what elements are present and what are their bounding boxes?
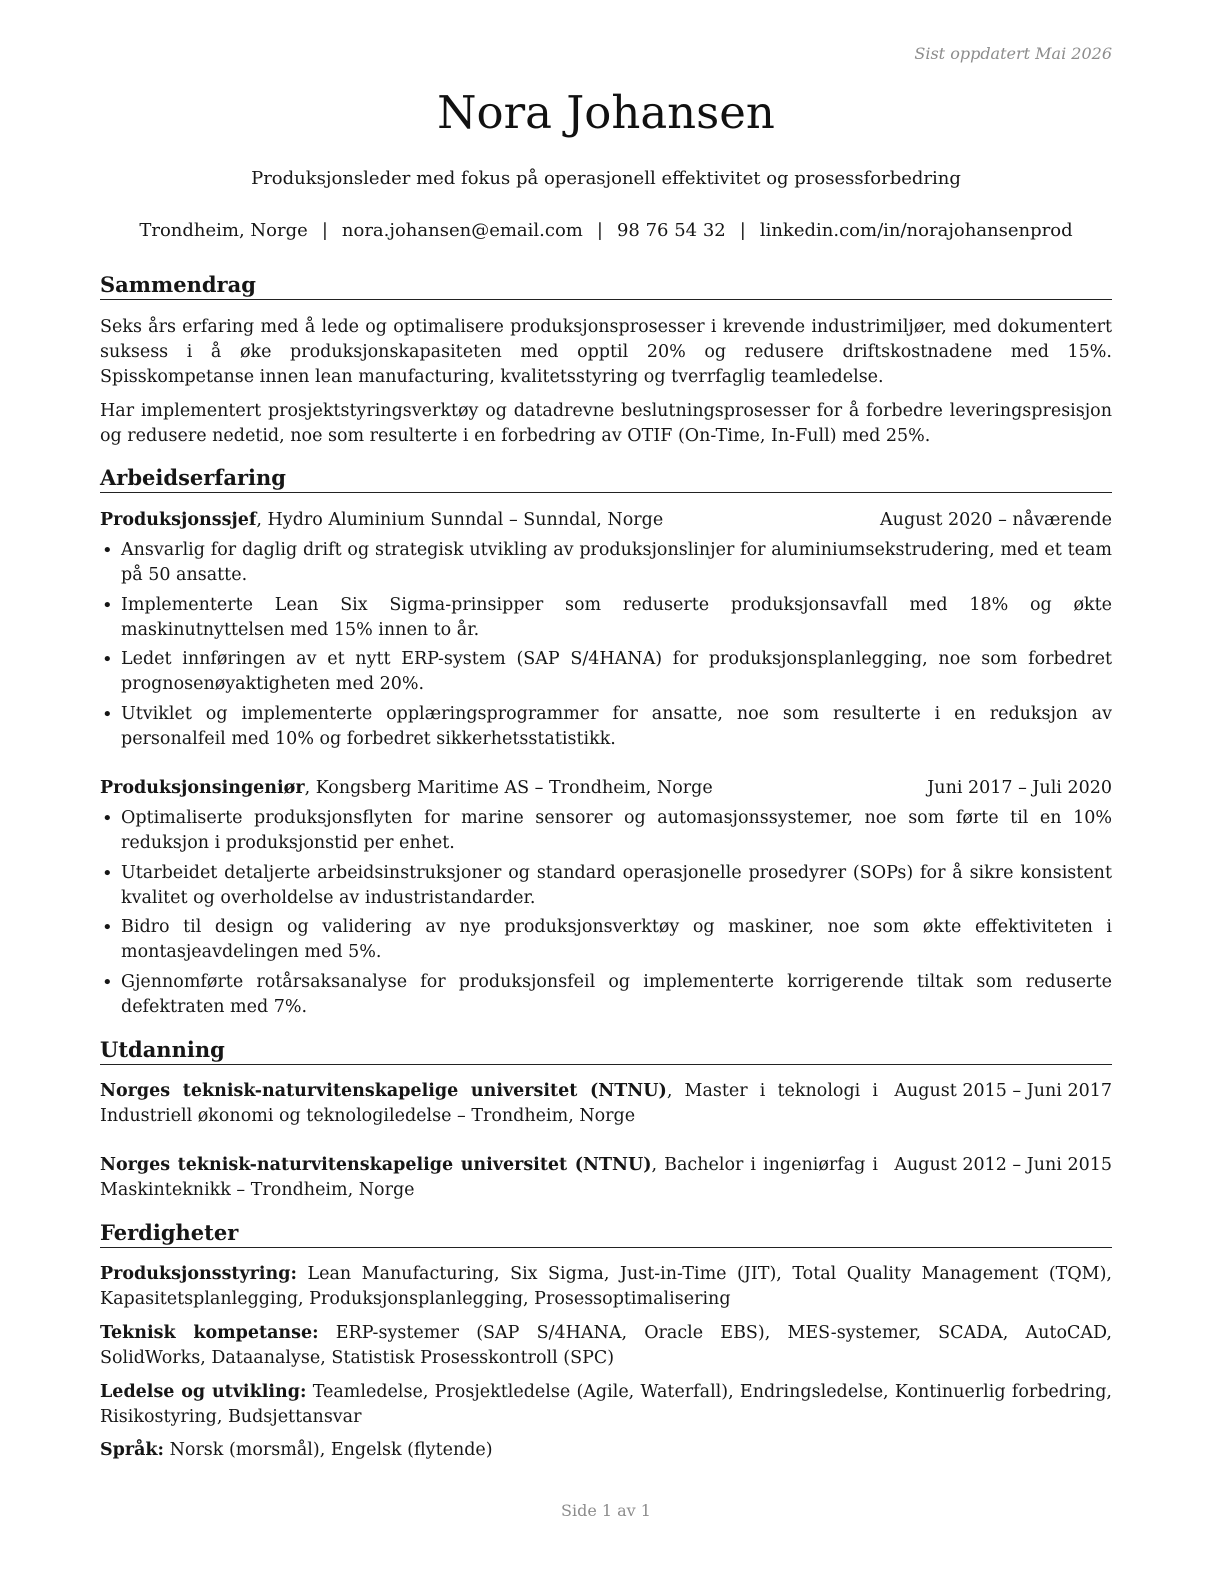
job-company: , Hydro Aluminium Sunndal – Sunndal, Norge <box>256 510 664 530</box>
skill-text: Norsk (morsmål), Engelsk (flytende) <box>164 1440 493 1460</box>
skill-label: Produksjonsstyring: <box>100 1264 297 1284</box>
education-entry <box>100 1153 1112 1203</box>
job-company: , Kongsberg Maritime AS – Trondheim, Norge <box>304 778 713 798</box>
job-header <box>100 776 1112 801</box>
education-entry <box>100 1079 1112 1129</box>
skill-text: Lean Manufacturing, Six Sigma, Just-in-Time (JIT), Total Quality Management (TQM), Kapasitetsplanlegging, Produksjonsplanlegging, Prosessoptimalisering <box>100 1264 1112 1309</box>
last-updated: Sist oppdatert Mai 2026 <box>914 44 1112 63</box>
section-title-experience: Arbeidserfaring <box>100 465 1112 493</box>
summary-paragraph: Har implementert prosjektstyringsverktøy og datadrevne beslutningsprosesser for å forbedre leveringspresisjon og redusere nedetid, noe som resulterte i en forbedring av OTIF (On-Time, In-Full) med 25%. <box>100 401 1112 446</box>
list-item: • Utarbeidet detaljerte arbeidsinstruksjoner og standard operasjonelle prosedyrer (SOPs) for å sikre konsistent kvalitet og overholdelse av industristandarder. <box>100 861 1112 911</box>
skill-label: Teknisk kompetanse: <box>100 1323 319 1343</box>
skill-label: Språk: <box>100 1440 165 1460</box>
candidate-name: Nora Johansen <box>437 86 775 139</box>
education-dates: August 2015 – Juni 2017 <box>894 1081 1112 1101</box>
education-degree: , Bachelor i ingeniørfag i Maskinteknikk – Trondheim, Norge <box>100 1155 878 1200</box>
job-dates: August 2020 – nåværende <box>880 510 1112 530</box>
page-number: Side 1 av 1 <box>561 1501 651 1520</box>
contact-email[interactable]: nora.johansen@email.com <box>341 220 583 241</box>
contact-phone: 98 76 54 32 <box>616 220 726 241</box>
list-item: • Utviklet og implementerte opplæringsprogrammer for ansatte, noe som resulterte i en reduksjon av personalfeil med 10% og forbedret sikkerhetsstatistikk. <box>100 702 1112 752</box>
education-school: Norges teknisk-naturvitenskapelige universitet (NTNU) <box>100 1081 667 1101</box>
education-dates: August 2012 – Juni 2015 <box>894 1155 1112 1175</box>
separator: | <box>596 220 603 241</box>
list-item: • Implementerte Lean Six Sigma-prinsipper som reduserte produksjonsavfall med 18% og økte maskinutnyttelsen med 15% innen to år. <box>100 593 1112 643</box>
education-details <box>100 1079 878 1129</box>
list-item: • Ledet innføringen av et nytt ERP-system (SAP S/4HANA) for produksjonsplanlegging, noe som forbedret prognosenøyaktigheten med 20%. <box>100 647 1112 697</box>
skill-row <box>100 1262 1112 1312</box>
education-school: Norges teknisk-naturvitenskapelige universitet (NTNU) <box>100 1155 652 1175</box>
skill-row <box>100 1321 1112 1371</box>
tagline: Produksjonsleder med fokus på operasjonell effektivitet og prosessforbedring <box>251 168 961 189</box>
job-bullets <box>100 538 1112 756</box>
skill-row <box>100 1438 1112 1463</box>
list-item: • Bidro til design og validering av nye produksjonsverktøy og maskiner, noe som økte effektiviteten i montasjeavdelingen med 5%. <box>100 915 1112 965</box>
contact-line <box>100 220 1112 241</box>
job-dates: Juni 2017 – Juli 2020 <box>927 778 1112 798</box>
skill-row <box>100 1380 1112 1430</box>
separator: | <box>739 220 746 241</box>
job-bullets <box>100 806 1112 1024</box>
section-title-education: Utdanning <box>100 1037 1112 1065</box>
list-item: • Ansvarlig for daglig drift og strategisk utvikling av produksjonslinjer for aluminiumsekstrudering, med et team på 50 ansatte. <box>100 538 1112 588</box>
summary-paragraph: Seks års erfaring med å lede og optimalisere produksjonsprosesser i krevende industrimiljøer, med dokumentert suksess i å øke produksjonskapasiteten med opptil 20% og redusere driftskostnadene med 15%. Spisskompetanse innen lean manufacturing, kvalitetsstyring og tverrfaglig teamledelse. <box>100 317 1112 387</box>
job-header <box>100 508 1112 533</box>
job-role: Produksjonssjef <box>100 510 257 530</box>
contact-linkedin[interactable]: linkedin.com/in/norajohansenprod <box>759 220 1073 241</box>
education-degree: , Master i teknologi i Industriell økonomi og teknologiledelse – Trondheim, Norge <box>100 1081 879 1126</box>
job-role: Produksjonsingeniør <box>100 778 305 798</box>
contact-location: Trondheim, Norge <box>139 220 308 241</box>
skill-label: Ledelse og utvikling: <box>100 1382 307 1402</box>
job-title-line <box>100 508 663 533</box>
section-title-skills: Ferdigheter <box>100 1220 1112 1248</box>
education-details <box>100 1153 878 1203</box>
list-item: • Gjennomførte rotårsaksanalyse for produksjonsfeil og implementerte korrigerende tiltak som reduserte defektraten med 7%. <box>100 970 1112 1020</box>
skill-text: Teamledelse, Prosjektledelse (Agile, Waterfall), Endringsledelse, Kontinuerlig forbedring, Risikostyring, Budsjettansvar <box>100 1382 1112 1427</box>
job-title-line <box>100 776 713 801</box>
list-item: • Optimaliserte produksjonsflyten for marine sensorer og automasjonssystemer, noe som førte til en 10% reduksjon i produksjonstid per enhet. <box>100 806 1112 856</box>
skill-text: ERP-systemer (SAP S/4HANA, Oracle EBS), MES-systemer, SCADA, AutoCAD, SolidWorks, Dataanalyse, Statistisk Prosesskontroll (SPC) <box>100 1323 1112 1368</box>
section-title-summary: Sammendrag <box>100 272 1112 300</box>
separator: | <box>321 220 328 241</box>
